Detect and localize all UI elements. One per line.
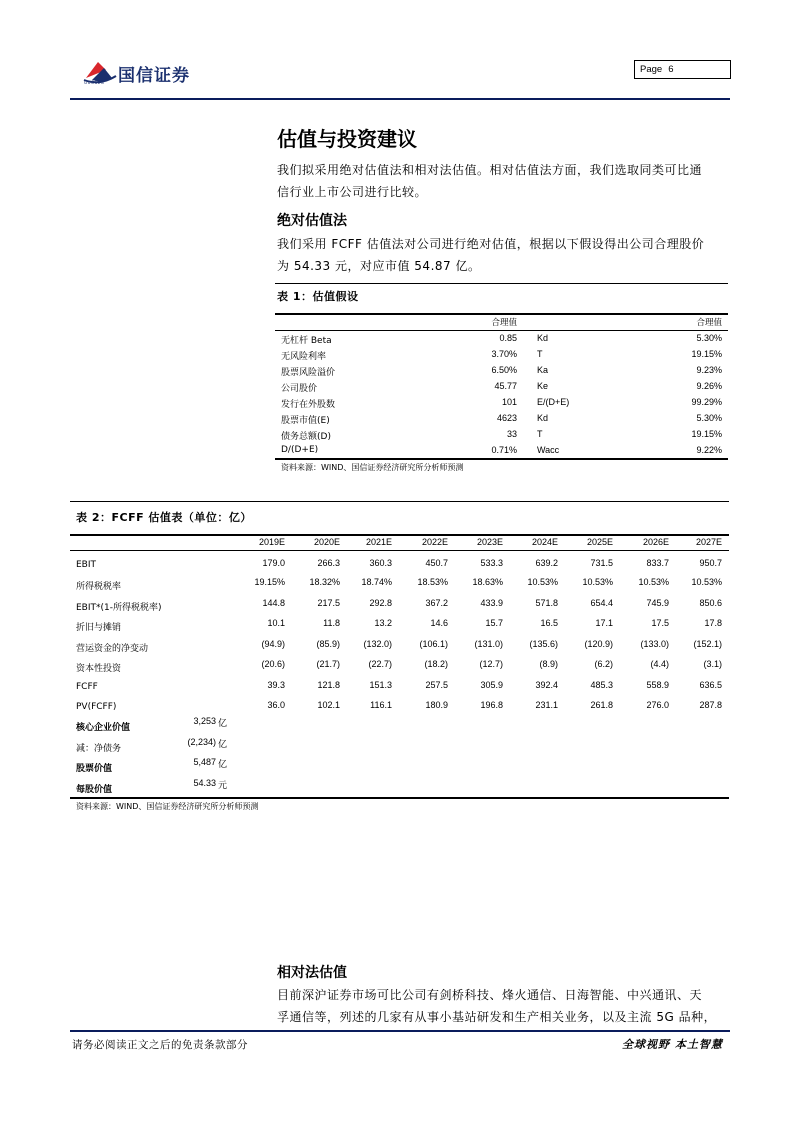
- table2-cell: 17.5: [651, 618, 669, 628]
- table2-cell: 10.53%: [527, 577, 558, 587]
- table2-cell: 17.1: [595, 618, 613, 628]
- table2-cell: 10.53%: [582, 577, 613, 587]
- table2-row: [76, 558, 722, 576]
- footer-rule: [70, 1030, 730, 1032]
- table2-cell: (12.7): [479, 659, 503, 669]
- table1-header-right: 合理值: [696, 318, 722, 328]
- table2-cell: 151.3: [369, 680, 392, 690]
- footer-disclaimer: 请务必阅读正文之后的免责条款部分: [72, 1039, 248, 1051]
- table2-cell: 558.9: [646, 680, 669, 690]
- intro-line: 我们拟采用绝对估值法和相对法估值。相对估值法方面，我们选取同类可比通: [277, 163, 703, 177]
- rel-valuation-title: 相对法估值: [277, 965, 347, 981]
- table2-cell: 196.8: [480, 700, 503, 710]
- abs-line: 我们采用 FCFF 估值法对公司进行绝对估值，根据以下假设得出公司合理股价: [277, 237, 705, 251]
- table2-summary-unit: 亿: [218, 740, 228, 750]
- table1-row-label: 无杠杆 Beta: [281, 336, 332, 346]
- section-title: 估值与投资建议: [277, 127, 417, 151]
- table1-row-label2: T: [537, 349, 543, 359]
- table1-row-value2: 9.23%: [696, 365, 722, 375]
- brand-name: 国信证券: [118, 66, 190, 86]
- table2-summary-value: 5,487: [193, 757, 216, 767]
- table1-row-value: 33: [506, 429, 517, 439]
- table2-cell: (18.2): [424, 659, 448, 669]
- table1-title: 表 1：估值假设: [277, 290, 359, 303]
- table2-summary-row: [76, 716, 722, 734]
- table2-cell: 257.5: [425, 680, 448, 690]
- table2-summary-label: 每股价值: [76, 785, 113, 795]
- table2-cell: 18.32%: [309, 577, 340, 587]
- table2-year: 2019E: [258, 537, 285, 547]
- table2-cell: 485.3: [590, 680, 613, 690]
- table1-row: [281, 333, 722, 349]
- table1-row-value: 6.50%: [491, 365, 517, 375]
- table1-row: [281, 397, 722, 413]
- table1-header-rule: [275, 313, 728, 315]
- table2-row-label: 所得税税率: [76, 582, 122, 592]
- table2-cell: 276.0: [646, 700, 669, 710]
- table2-cell: 305.9: [480, 680, 503, 690]
- brand-name-en: GUOSEN: [84, 80, 105, 85]
- table2-row: [76, 639, 722, 657]
- table1-row-value: 4623: [496, 413, 517, 423]
- table1-top-rule: [275, 283, 728, 284]
- abs-line: 为 54.33 元，对应市值 54.87 亿。: [277, 259, 481, 273]
- table2-cell: (94.9): [261, 639, 285, 649]
- table2-cell: 850.6: [699, 598, 722, 608]
- table2-cell: 287.8: [699, 700, 722, 710]
- table2-year: 2026E: [642, 537, 669, 547]
- intro-paragraph: [277, 159, 702, 203]
- page-number: 6: [668, 64, 674, 75]
- table2-cell: 121.8: [317, 680, 340, 690]
- page-label: Page: [640, 64, 663, 75]
- rel-line: 孚通信等，列述的几家有从事小基站研发和生产相关业务，以及主流 5G 品种，: [277, 1010, 717, 1024]
- table1-row-label2: Kd: [537, 333, 549, 343]
- table1-header-left: 合理值: [491, 318, 517, 328]
- table2-cell: (132.0): [363, 639, 392, 649]
- table1-bottom-rule: [275, 458, 728, 460]
- table2-cell: 745.9: [646, 598, 669, 608]
- table2-summary-row: [76, 757, 722, 775]
- table2-row: [76, 618, 722, 636]
- table2-cell: 180.9: [425, 700, 448, 710]
- table1-row-value: 3.70%: [491, 349, 517, 359]
- table2-cell: 15.7: [485, 618, 503, 628]
- table2-cell: 144.8: [262, 598, 285, 608]
- table2-cell: (131.0): [474, 639, 503, 649]
- abs-valuation-title: 绝对估值法: [277, 213, 347, 229]
- table2-summary-unit: 元: [218, 781, 228, 791]
- table1-row-label2: Ke: [537, 381, 549, 391]
- table2-year: 2027E: [695, 537, 722, 547]
- table1-row-label: 债务总额(D): [281, 432, 331, 442]
- table1-row: [281, 365, 722, 381]
- table1-row: [281, 381, 722, 397]
- table2-summary-label: 股票价值: [76, 764, 113, 774]
- table2-cell: 13.2: [374, 618, 392, 628]
- table1-row-label2: T: [537, 429, 543, 439]
- table2-cell: 950.7: [699, 558, 722, 568]
- table2-cell: 292.8: [369, 598, 392, 608]
- table2-cell: 571.8: [535, 598, 558, 608]
- table2-cell: 10.53%: [691, 577, 722, 587]
- table2-summary-row: [76, 778, 722, 796]
- table2-year-header: [76, 537, 722, 551]
- table2-header-rule: [70, 534, 729, 536]
- table2-row: [76, 680, 722, 698]
- footer-slogan: 全球视野 本土智慧: [622, 1038, 723, 1051]
- table1-row-value2: 5.30%: [696, 413, 722, 423]
- table2-row-label: 营运资金的净变动: [76, 644, 149, 654]
- table1-row-value2: 5.30%: [696, 333, 722, 343]
- table1-row-label2: Ka: [537, 365, 549, 375]
- table2-year: 2024E: [531, 537, 558, 547]
- table1-row-label: 股票风险溢价: [281, 368, 336, 378]
- table1-row-label: D/(D+E): [281, 445, 319, 455]
- table2-summary-label: 核心企业价值: [76, 723, 131, 733]
- table2-cell: 16.5: [540, 618, 558, 628]
- table1-row-value2: 19.15%: [691, 349, 722, 359]
- table2-cell: (106.1): [419, 639, 448, 649]
- table1-row-value2: 9.22%: [696, 445, 722, 455]
- table2-row: [76, 659, 722, 677]
- table2-row-label: PV(FCFF): [76, 702, 117, 712]
- table2-cell: 392.4: [535, 680, 558, 690]
- table2-cell: 533.3: [480, 558, 503, 568]
- table1-row-label2: Kd: [537, 413, 549, 423]
- table2-row-label: EBIT*(1-所得税税率): [76, 603, 162, 613]
- table2-summary-value: (2,234): [187, 737, 216, 747]
- table2-bottom-rule: [70, 797, 729, 799]
- table1-row-value2: 19.15%: [691, 429, 722, 439]
- table2-year: 2023E: [476, 537, 503, 547]
- table2-cell: (120.9): [584, 639, 613, 649]
- table1-row-label2: Wacc: [537, 445, 560, 455]
- table2-cell: 367.2: [425, 598, 448, 608]
- table2-cell: (85.9): [316, 639, 340, 649]
- table2-year: 2021E: [365, 537, 392, 547]
- table2-cell: 217.5: [317, 598, 340, 608]
- table1-row: [281, 429, 722, 445]
- table2-row-label: FCFF: [76, 682, 98, 692]
- table2-summary-unit: 亿: [218, 719, 228, 729]
- table1-row-label2: E/(D+E): [537, 397, 570, 407]
- table2-cell: (133.0): [640, 639, 669, 649]
- table2-cell: 261.8: [590, 700, 613, 710]
- table2-cell: (4.4): [650, 659, 669, 669]
- table2-cell: 179.0: [262, 558, 285, 568]
- table2-cell: 433.9: [480, 598, 503, 608]
- table2-cell: 17.8: [704, 618, 722, 628]
- table2-cell: 636.5: [699, 680, 722, 690]
- table2-cell: 450.7: [425, 558, 448, 568]
- table2-cell: 39.3: [267, 680, 285, 690]
- table2-summary-value: 54.33: [193, 778, 216, 788]
- table2-row-label: 折旧与摊销: [76, 623, 122, 633]
- table2-row-label: EBIT: [76, 560, 97, 570]
- table2-top-rule: [70, 501, 729, 502]
- abs-valuation-paragraph: [277, 233, 704, 277]
- page-indicator: [634, 60, 731, 79]
- table2-summary-label: 减：净债务: [76, 744, 122, 754]
- header-rule: [70, 98, 730, 100]
- table2-cell: 10.1: [267, 618, 285, 628]
- table2-cell: 654.4: [590, 598, 613, 608]
- table2-cell: 731.5: [590, 558, 613, 568]
- table2-cell: 360.3: [369, 558, 392, 568]
- table2-cell: 36.0: [267, 700, 285, 710]
- table2-source: 资料来源：WIND、国信证券经济研究所分析师预测: [76, 802, 259, 811]
- table2-cell: 102.1: [317, 700, 340, 710]
- table2-subheader-rule: [70, 550, 729, 551]
- rel-valuation-paragraph: [277, 984, 716, 1028]
- table2-title: 表 2：FCFF 估值表（单位：亿）: [76, 511, 252, 524]
- table2-year: 2025E: [586, 537, 613, 547]
- table2-year: 2020E: [313, 537, 340, 547]
- table2-cell: 11.8: [323, 618, 340, 628]
- table2-cell: (135.6): [529, 639, 558, 649]
- table1-row: [281, 413, 722, 429]
- table2-cell: 833.7: [646, 558, 669, 568]
- rel-line: 目前深沪证券市场可比公司有剑桥科技、烽火通信、日海智能、中兴通讯、天: [277, 988, 703, 1002]
- table2-cell: 10.53%: [638, 577, 669, 587]
- table2-cell: (20.6): [261, 659, 285, 669]
- table2-cell: 231.1: [535, 700, 558, 710]
- table1-row: [281, 349, 722, 365]
- table2-summary-row: [76, 737, 722, 755]
- table1-row-value: 0.85: [499, 333, 517, 343]
- table1-row-label: 发行在外股数: [281, 400, 336, 410]
- table2-cell: (6.2): [594, 659, 613, 669]
- table1-header: [281, 316, 722, 330]
- table2-cell: (22.7): [368, 659, 392, 669]
- table2-row-label: 资本性投资: [76, 664, 122, 674]
- table2-cell: 18.63%: [472, 577, 503, 587]
- table2-row: [76, 598, 722, 616]
- table2-cell: (152.1): [693, 639, 722, 649]
- table1-subheader-rule: [275, 330, 728, 331]
- table1-row-label: 公司股价: [281, 384, 318, 394]
- table2-summary-value: 3,253: [193, 716, 216, 726]
- table1-row-value2: 99.29%: [691, 397, 722, 407]
- table2-cell: 18.53%: [417, 577, 448, 587]
- table1-row-value2: 9.26%: [696, 381, 722, 391]
- table1-row-label: 股票市值(E): [281, 416, 330, 426]
- table1-row-label: 无风险利率: [281, 352, 327, 362]
- table1-source: 资料来源：WIND、国信证券经济研究所分析师预测: [281, 463, 464, 472]
- table1-row-value: 0.71%: [491, 445, 517, 455]
- table2-cell: 14.6: [430, 618, 448, 628]
- table1-row-value: 101: [501, 397, 517, 407]
- table2-summary-unit: 亿: [218, 760, 228, 770]
- table2-year: 2022E: [421, 537, 448, 547]
- table2-cell: (21.7): [316, 659, 340, 669]
- table2-cell: 18.74%: [361, 577, 392, 587]
- table1-row-value: 45.77: [494, 381, 517, 391]
- table2-cell: (8.9): [539, 659, 558, 669]
- table2-cell: 266.3: [317, 558, 340, 568]
- table2-cell: 639.2: [535, 558, 558, 568]
- table2-cell: (3.1): [703, 659, 722, 669]
- intro-line: 信行业上市公司进行比较。: [277, 185, 428, 199]
- table2-row: [76, 577, 722, 595]
- table2-cell: 19.15%: [254, 577, 285, 587]
- table2-cell: 116.1: [370, 700, 392, 710]
